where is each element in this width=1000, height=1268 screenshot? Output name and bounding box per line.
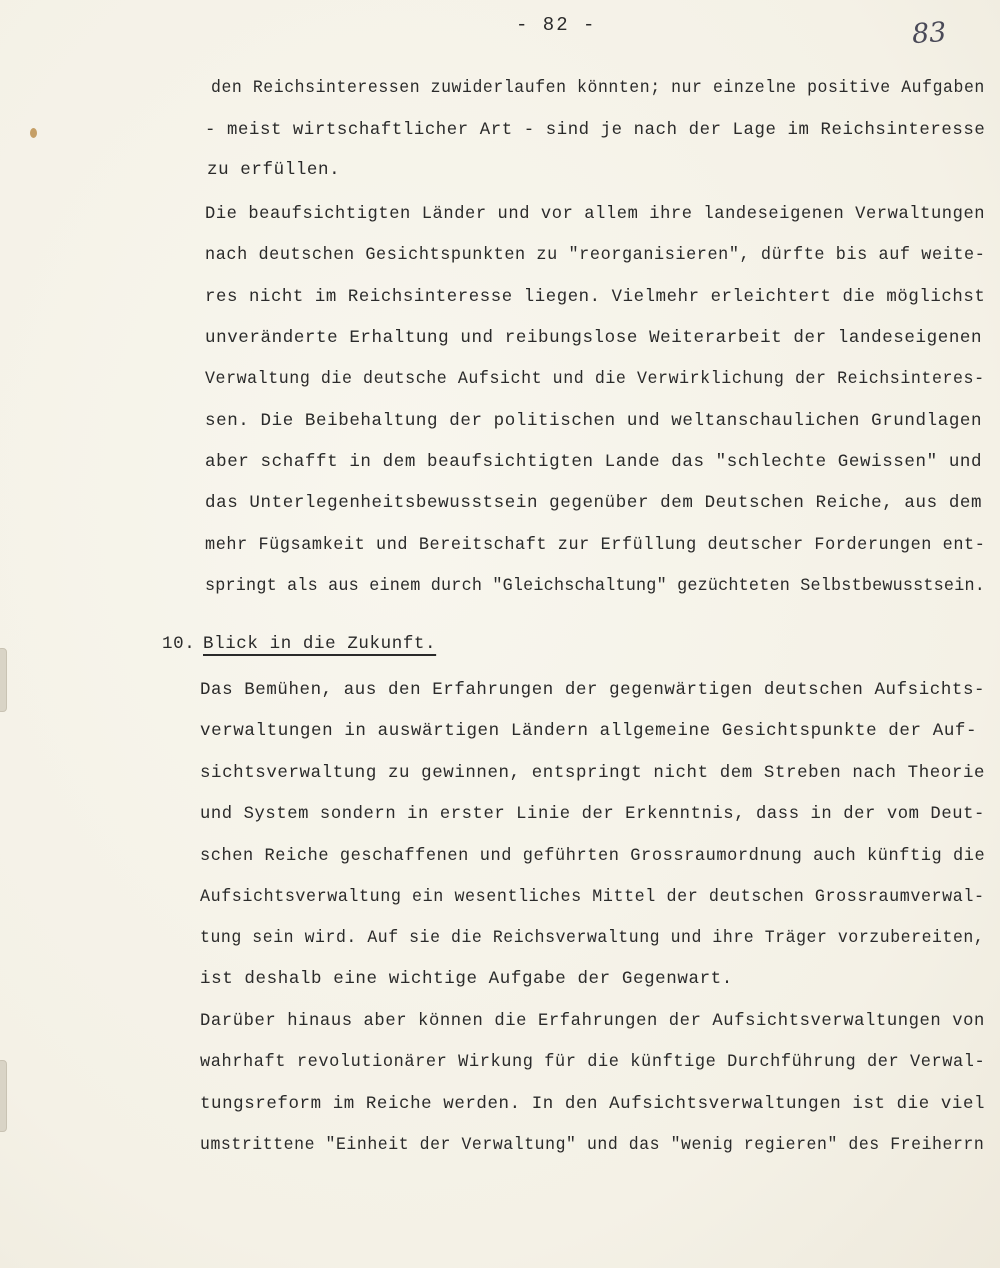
text-line: umstrittene "Einheit der Verwaltung" und das "wenig regieren" des Freiherrn: [200, 1135, 985, 1155]
punch-hole-mark: [0, 1060, 7, 1132]
text-line: das Unterlegenheitsbewusstsein gegenüber dem Deutschen Reiche, aus dem: [205, 493, 983, 513]
text-line: und System sondern in erster Linie der Erkenntnis, dass in der vom Deut-: [200, 804, 985, 824]
text-line: den Reichsinteressen zuwiderlaufen könnten; nur einzelne positive Aufgaben: [211, 78, 985, 98]
text-line: Darüber hinaus aber können die Erfahrungen der Aufsichtsverwaltungen von: [200, 1011, 985, 1031]
text-line: sichtsverwaltung zu gewinnen, entspringt nicht dem Streben nach Theorie: [200, 763, 986, 783]
text-line: Aufsichtsverwaltung ein wesentliches Mittel der deutschen Grossraumverwal-: [200, 887, 985, 907]
text-line: tungsreform im Reiche werden. In den Aufsichtsverwaltungen ist die viel: [200, 1094, 986, 1114]
text-line: unveränderte Erhaltung und reibungslose Weiterarbeit der landeseigenen: [205, 328, 983, 348]
text-line: aber schafft in dem beaufsichtigten Lande das "schlechte Gewissen" und: [205, 452, 983, 472]
text-line: Die beaufsichtigten Länder und vor allem ihre landeseigenen Verwaltungen: [205, 204, 986, 224]
text-line: sen. Die Beibehaltung der politischen und weltanschaulichen Grundlagen: [205, 411, 983, 431]
text-line: verwaltungen in auswärtigen Ländern allgemeine Gesichtspunkte der Auf-: [200, 721, 978, 741]
text-line: nach deutschen Gesichtspunkten zu "reorganisieren", dürfte bis auf weite-: [205, 245, 986, 265]
text-line: tung sein wird. Auf sie die Reichsverwaltung und ihre Träger vorzubereiten,: [200, 928, 985, 948]
page-number: - 82 -: [516, 14, 597, 36]
text-line: Das Bemühen, aus den Erfahrungen der gegenwärtigen deutschen Aufsichts-: [200, 680, 986, 700]
text-line: res nicht im Reichsinteresse liegen. Vielmehr erleichtert die möglichst: [205, 287, 986, 307]
archive-number: 83: [910, 16, 948, 51]
section-heading: Blick in die Zukunft.: [203, 634, 437, 654]
text-line: - meist wirtschaftlicher Art - sind je nach der Lage im Reichsinteresse: [205, 120, 986, 140]
text-line: Verwaltung die deutsche Aufsicht und die Verwirklichung der Reichsinteres-: [205, 369, 985, 389]
text-line: ist deshalb eine wichtige Aufgabe der Gegenwart.: [200, 969, 733, 989]
staple-rust-mark: [30, 128, 37, 138]
punch-hole-mark: [0, 648, 7, 712]
text-line: schen Reiche geschaffenen und geführten Grossraumordnung auch künftig die: [200, 846, 986, 866]
section-number: 10.: [162, 634, 196, 654]
text-line: zu erfüllen.: [207, 160, 341, 180]
text-line: springt als aus einem durch "Gleichschaltung" gezüchteten Selbstbewusstsein.: [205, 576, 985, 596]
text-line: mehr Fügsamkeit und Bereitschaft zur Erfüllung deutscher Forderungen ent-: [205, 535, 986, 555]
text-line: wahrhaft revolutionärer Wirkung für die künftige Durchführung der Verwal-: [200, 1052, 986, 1072]
